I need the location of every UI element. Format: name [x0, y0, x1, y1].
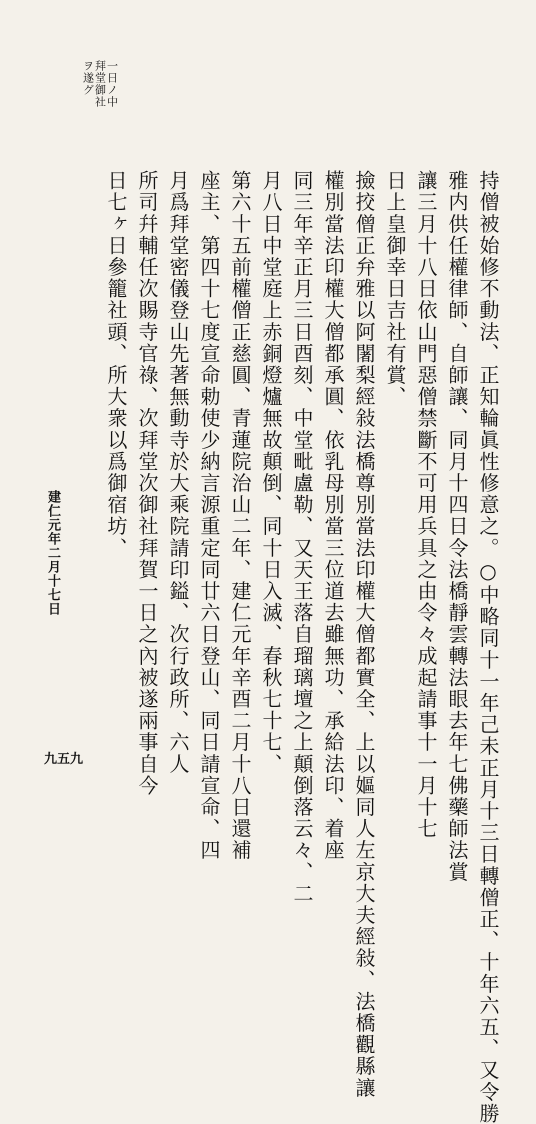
header-note-1: 一日ノ中 [105, 60, 119, 108]
text-column-7: 同三年辛正月三日酉刻、中堂毗盧勒、又天王落自瑠璃壇之上顛倒落云々、二 [290, 170, 314, 905]
text-column-2: 雅内供任權律師、自師讓、同月十四日令法橋靜雲轉法眼去年七佛藥師法賞 [445, 170, 469, 883]
text-column-4: 日上皇御幸日吉社有賞、 [383, 170, 407, 408]
header-note-3: ヲ遂グ [81, 60, 95, 96]
text-column-8: 月八日中堂庭上赤銅燈爐無故顛倒、同十日入滅、春秋七十七、 [259, 170, 283, 775]
text-column-1: 持僧被始修不動法、正知輪眞性修意之。○中略同十一年己未正月十三日轉僧正、十年六五、又令勝 [476, 170, 500, 1124]
page-number: 九五九 [44, 752, 84, 767]
date-line: 建仁元年二月十七日 [45, 490, 60, 616]
text-column-5: 撿挍僧正弁雅以阿闍梨經敍法橋尊別當法印權大僧都實全、上以嫗同人左京大夫經敍、法橋觀縣讓 [352, 170, 376, 1099]
text-column-12: 所司幷輔任次賜寺官祿、次拜堂次御社拜賀一日之內被遂兩事自今 [135, 170, 159, 797]
text-column-10: 座主、第四十七度宣命勅使少納言源重定同廿六日登山、同日請宣命、四 [197, 170, 221, 862]
text-column-13: 日七ヶ日參籠社頭、所大衆以爲御宿坊、 [104, 170, 128, 559]
text-column-6: 權別當法印權大僧都承圓、依乳母別當三位道去雖無功、承給法印、着座 [321, 170, 345, 862]
text-column-3: 讓三月十八日依山門惡僧禁斷不可用兵具之由令々成起請事十一月十七 [414, 170, 438, 840]
header-note-2: 拜堂御社 [93, 60, 107, 108]
text-column-9: 第六十五前權僧正慈圓、青蓮院治山二年、建仁元年辛酉二月十八日還補 [228, 170, 252, 862]
text-column-11: 月爲拜堂密儀登山先著無動寺於大乘院請印鎰、次行政所、六人 [166, 170, 190, 775]
